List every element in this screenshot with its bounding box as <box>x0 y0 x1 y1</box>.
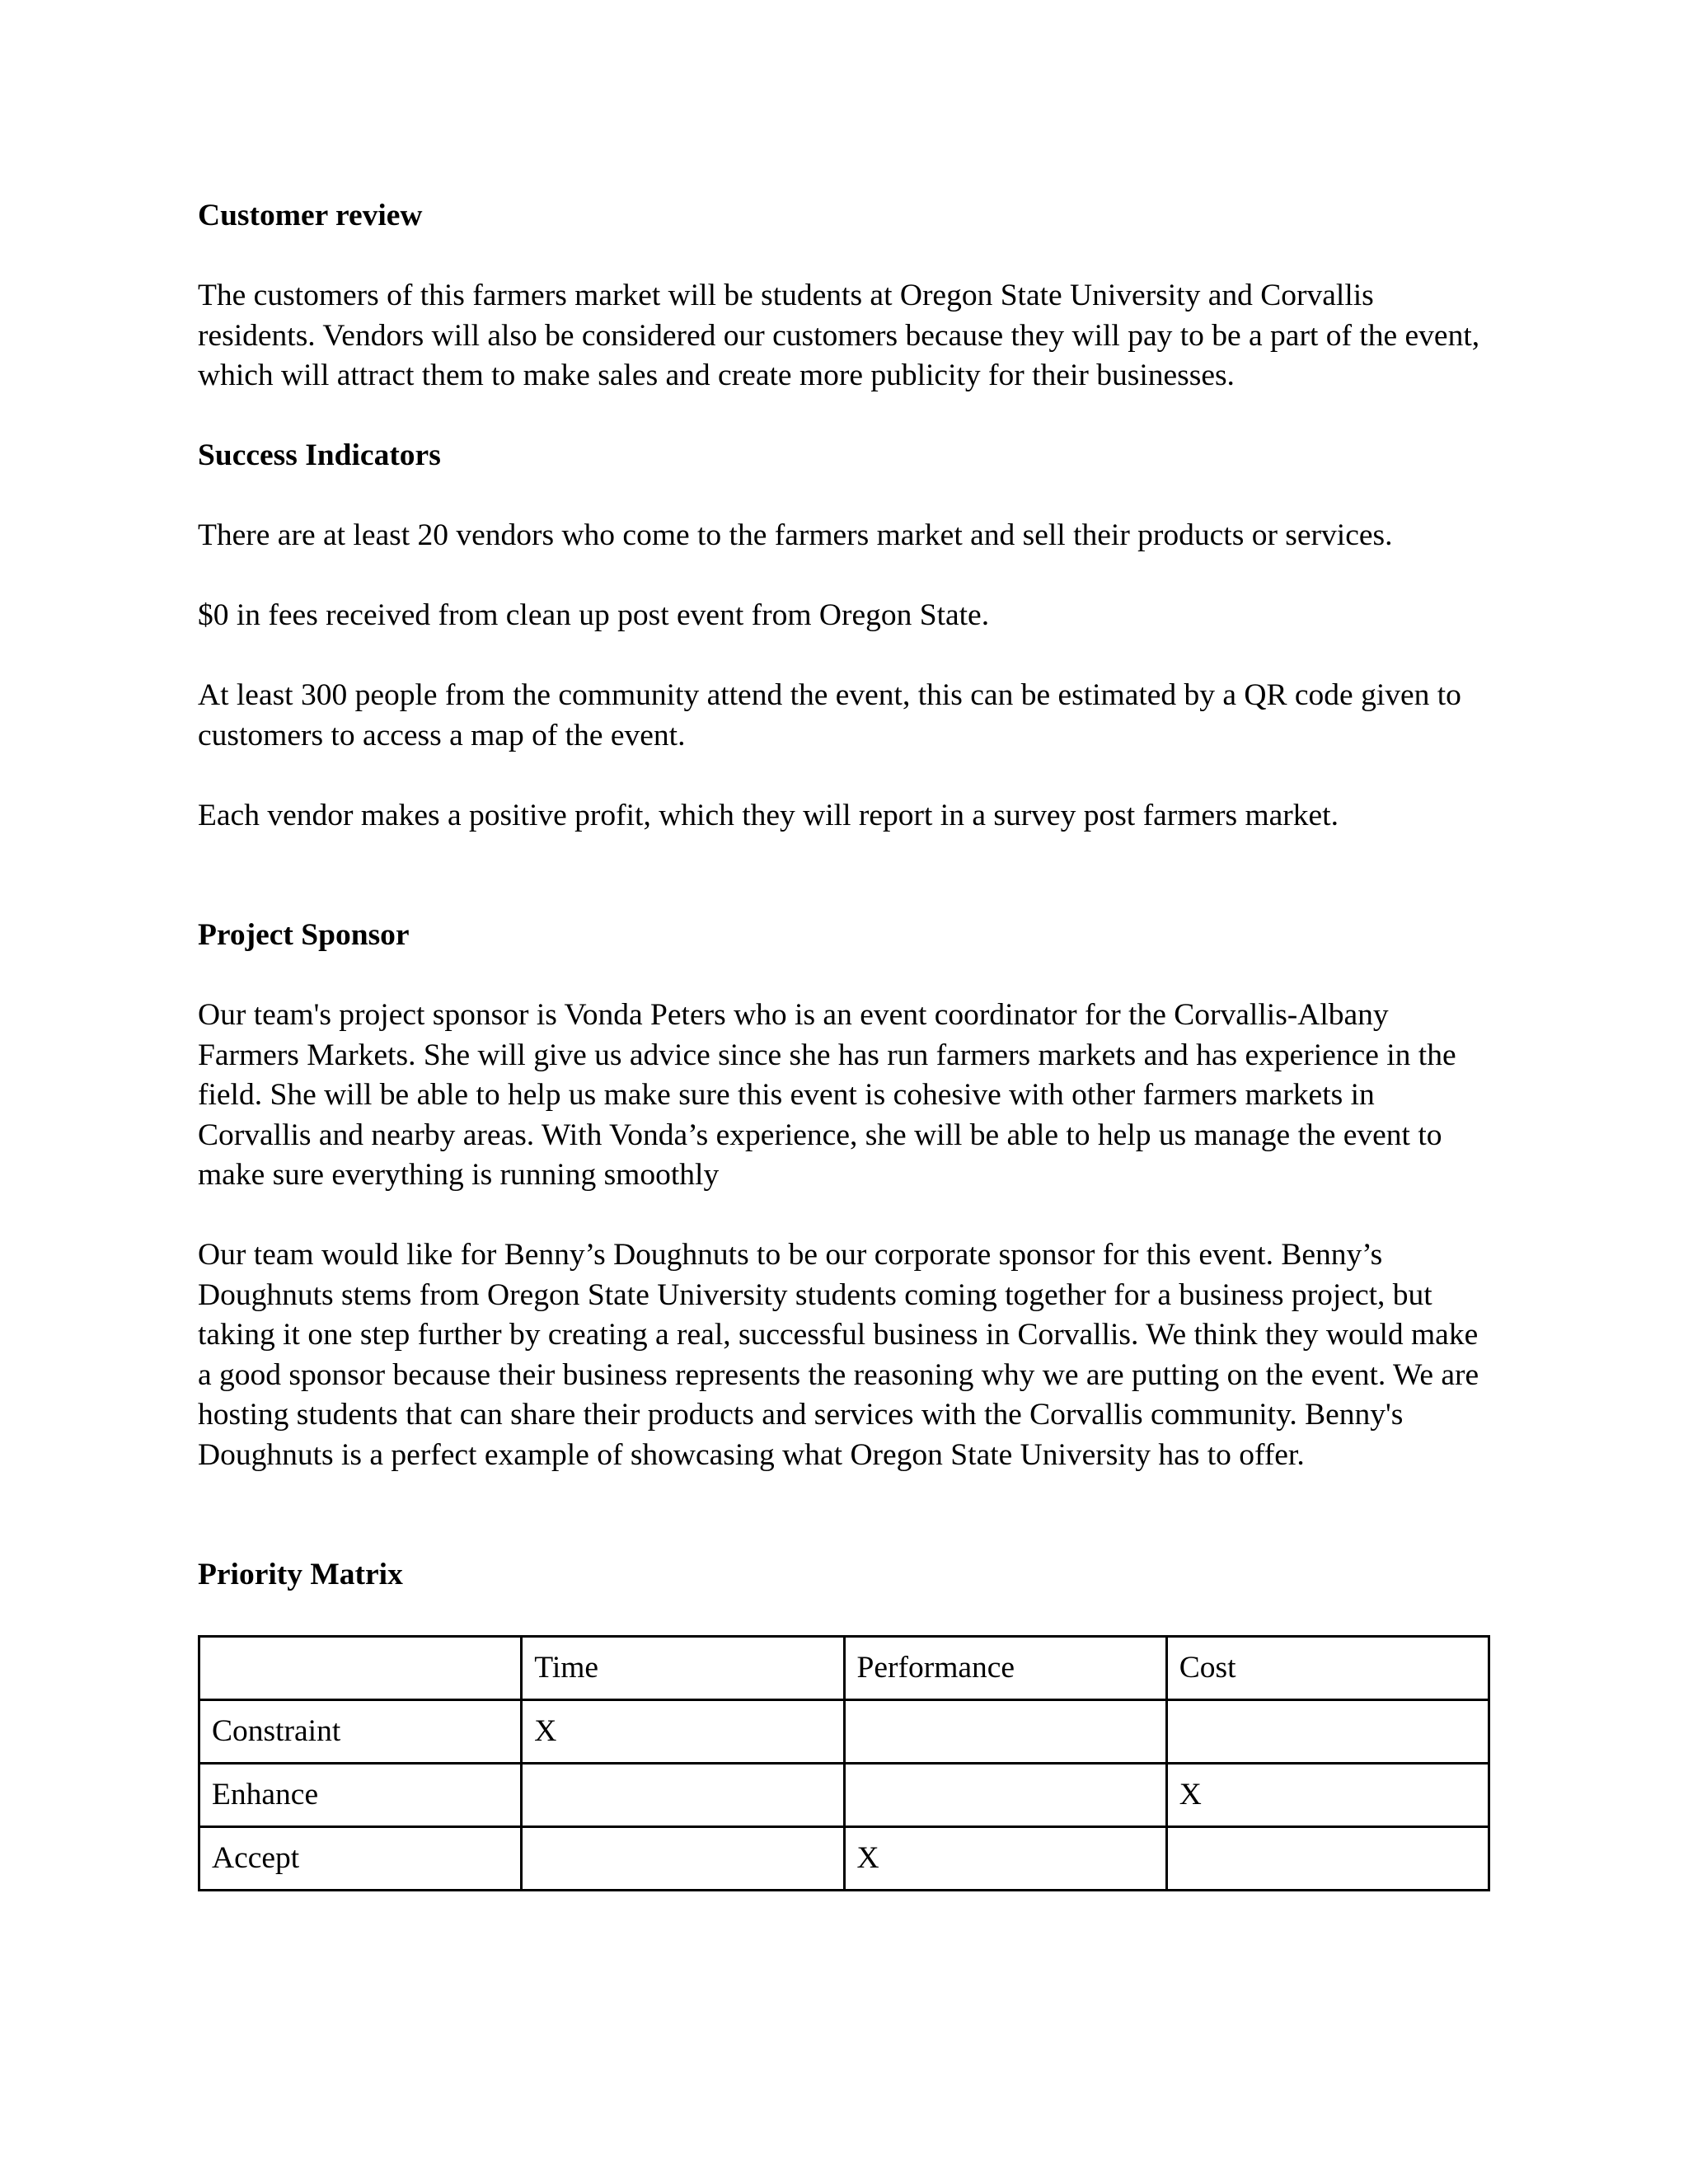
spacer <box>198 876 1490 916</box>
table-cell: Constraint <box>199 1700 522 1764</box>
table-cell <box>844 1700 1166 1764</box>
table-cell <box>1166 1700 1489 1764</box>
table-cell <box>844 1764 1166 1827</box>
success-indicator-vendors: There are at least 20 vendors who come to the farmers market and sell their products or services. <box>198 518 1393 552</box>
document-content <box>198 196 1490 1891</box>
spacer <box>198 1516 1490 1556</box>
table-row <box>199 1827 1489 1891</box>
table-header-cell <box>199 1637 522 1700</box>
table-cell <box>522 1764 844 1827</box>
table-cell: Enhance <box>199 1764 522 1827</box>
customer-review-paragraph: The customers of this farmers market will be students at Oregon State University and Corvallis residents. Vendors will also be considered our customers because they will pay to be a part of the event, which will attract them to make sales and create more publicity for their businesses. <box>198 279 1480 392</box>
priority-matrix-table <box>198 1635 1490 1891</box>
customer-review-heading: Customer review <box>198 199 423 232</box>
table-cell <box>522 1827 844 1891</box>
table-cell: X <box>1166 1764 1489 1827</box>
table-row <box>199 1700 1489 1764</box>
priority-matrix-heading: Priority Matrix <box>198 1558 403 1591</box>
table-cell: Accept <box>199 1827 522 1891</box>
table-row <box>199 1764 1489 1827</box>
table-header-row <box>199 1637 1489 1700</box>
success-indicator-fees: $0 in fees received from clean up post event from Oregon State. <box>198 598 990 632</box>
table-cell: X <box>844 1827 1166 1891</box>
success-indicator-attendance: At least 300 people from the community attend the event, this can be estimated by a QR code given to customers to access a map of the event. <box>198 678 1461 752</box>
table-header-cell: Time <box>522 1637 844 1700</box>
project-sponsor-heading: Project Sponsor <box>198 918 410 952</box>
success-indicator-profit: Each vendor makes a positive profit, which they will report in a survey post farmers market. <box>198 798 1339 832</box>
table-cell <box>1166 1827 1489 1891</box>
success-indicators-heading: Success Indicators <box>198 438 441 472</box>
corporate-sponsor-paragraph: Our team would like for Benny’s Doughnuts to be our corporate sponsor for this event. Benny’s Doughnuts stems from Oregon State University students coming together for a business project, but taking it one step further by creating a real, successful business in Corvallis. We think they would make a good sponsor because their business represents the reasoning why we are putting on the event. We are hosting students that can share their products and services with the Corvallis community. Benny's Doughnuts is a perfect example of showcasing what Oregon State University has to offer. <box>198 1238 1479 1472</box>
table-cell: X <box>522 1700 844 1764</box>
table-header-cell: Performance <box>844 1637 1166 1700</box>
project-sponsor-paragraph: Our team's project sponsor is Vonda Peters who is an event coordinator for the Corvallis-Albany Farmers Markets. She will give us advice since she has run farmers markets and has experience in the field. She will be able to help us make sure this event is cohesive with other farmers markets in Corvallis and nearby areas. With Vonda’s experience, she will be able to help us manage the event to make sure everything is running smoothly <box>198 998 1456 1192</box>
table-header-cell: Cost <box>1166 1637 1489 1700</box>
